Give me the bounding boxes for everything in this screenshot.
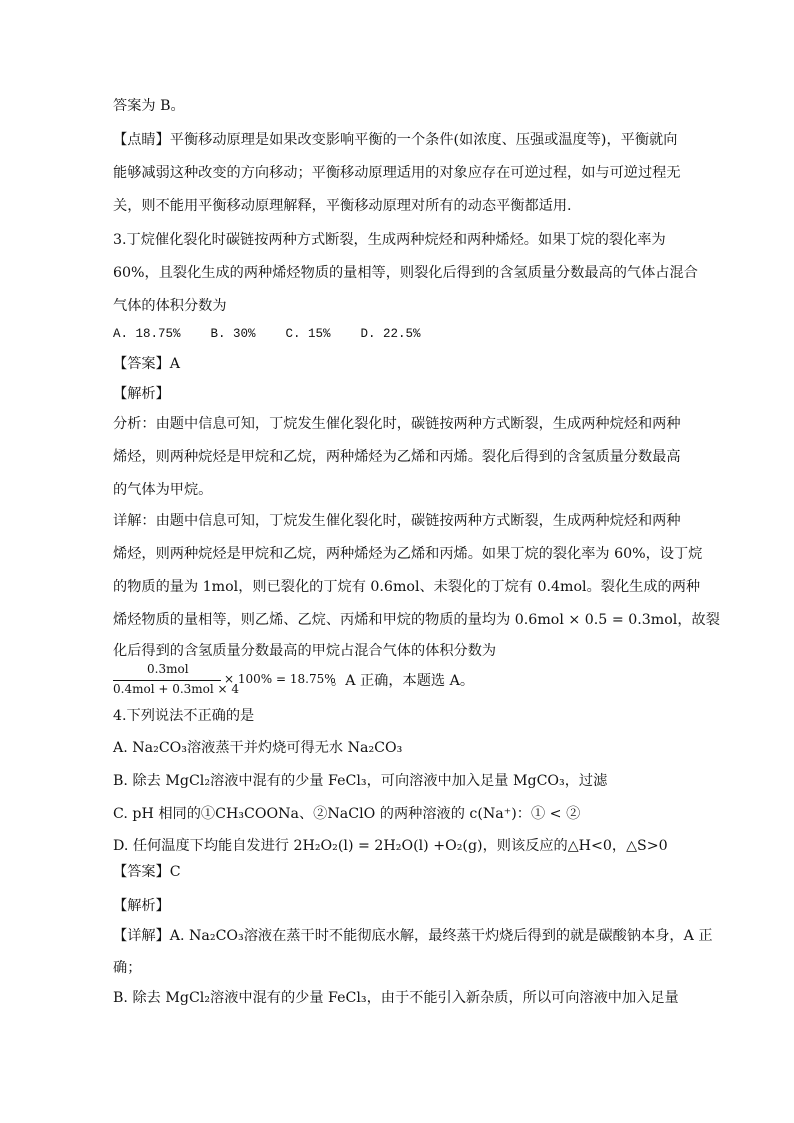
- fraction-denominator: 0.4mol + 0.3mol × 4: [113, 682, 240, 696]
- detail-line-2: 烯烃，则两种烷烃是甲烷和乙烷，两种烯烃为乙烯和丙烯。如果丁烷的裂化率为 60%，设丁烷: [113, 546, 703, 562]
- fraction-conclusion: 。A 正确，本题选 A。: [331, 673, 475, 689]
- question-4-option-b: B. 除去 MgCl₂溶液中混有的少量 FeCl₃，可向溶液中加入足量 MgCO₃，过滤: [113, 773, 608, 789]
- analysis-heading-q3: 【解析】: [113, 386, 170, 402]
- analysis-heading-q4: 【解析】: [113, 898, 170, 914]
- question-4-stem: 4.下列说法不正确的是: [113, 708, 255, 724]
- fraction-numerator: 0.3mol: [147, 662, 189, 676]
- detail-q4-line-2: 确；: [113, 960, 142, 976]
- analysis-line-1: 分析：由题中信息可知，丁烷发生催化裂化时，碳链按两种方式断裂，生成两种烷烃和两种: [113, 416, 681, 432]
- detail-q4-line-3: B. 除去 MgCl₂溶液中混有的少量 FeCl₃，由于不能引入新杂质，所以可向溶液中加入足量: [113, 990, 679, 1006]
- analysis-line-3: 的气体为甲烷。: [113, 482, 213, 498]
- question-4-option-c: C. pH 相同的①CH₃COONa、②NaClO 的两种溶液的 c(Na⁺)：① < ②: [113, 806, 581, 822]
- detail-line-3: 的物质的量为 1mol，则已裂化的丁烷有 0.6mol、未裂化的丁烷有 0.4mol。裂化生成的两种: [113, 579, 701, 595]
- fraction-result: × 100% = 18.75%: [224, 672, 336, 686]
- question-4-option-a: A. Na₂CO₃溶液蒸干并灼烧可得无水 Na₂CO₃: [113, 740, 403, 756]
- analysis-line-2: 烯烃，则两种烷烃是甲烷和乙烷，两种烯烃为乙烯和丙烯。裂化后得到的含氢质量分数最高: [113, 449, 681, 465]
- key-point-line-1: 【点睛】平衡移动原理是如果改变影响平衡的一个条件(如浓度、压强或温度等)，平衡就向: [113, 132, 678, 148]
- fraction-bar: [113, 680, 221, 681]
- question-3-options: A. 18.75% B. 30% C. 15% D. 22.5%: [113, 327, 421, 341]
- question-4-option-d: D. 任何温度下均能自发进行 2H₂O₂(l) = 2H₂O(l) +O₂(g)，则该反应的△H<0，△S>0: [113, 838, 668, 854]
- key-point-line-3: 关，则不能用平衡移动原理解释，平衡移动原理对所有的动态平衡都适用.: [113, 198, 572, 214]
- detail-line-4: 烯烃物质的量相等，则乙烯、乙烷、丙烯和甲烷的物质的量均为 0.6mol × 0.5 = 0.3mol，故裂: [113, 612, 720, 628]
- question-3-line-2: 60%，且裂化生成的两种烯烃物质的量相等，则裂化后得到的含氢质量分数最高的气体占混合: [113, 265, 698, 281]
- question-3-line-1: 3.丁烷催化裂化时碳链按两种方式断裂，生成两种烷烃和两种烯烃。如果丁烷的裂化率为: [113, 232, 666, 248]
- key-point-line-2: 能够减弱这种改变的方向移动；平衡移动原理适用的对象应存在可逆过程，如与可逆过程无: [113, 165, 681, 181]
- detail-q4-line-1: 【详解】A. Na₂CO₃溶液在蒸干时不能彻底水解，最终蒸干灼烧后得到的就是碳酸钠本身，A 正: [113, 928, 713, 944]
- detail-line-1: 详解：由题中信息可知，丁烷发生催化裂化时，碳链按两种方式断裂，生成两种烷烃和两种: [113, 513, 681, 529]
- detail-line-5: 化后得到的含氢质量分数最高的甲烷占混合气体的体积分数为: [113, 643, 497, 659]
- answer-line-q2: 答案为 B。: [113, 98, 185, 114]
- question-3-line-3: 气体的体积分数为: [113, 298, 227, 314]
- answer-label-q3: 【答案】A: [113, 356, 180, 372]
- answer-label-q4: 【答案】C: [113, 864, 181, 880]
